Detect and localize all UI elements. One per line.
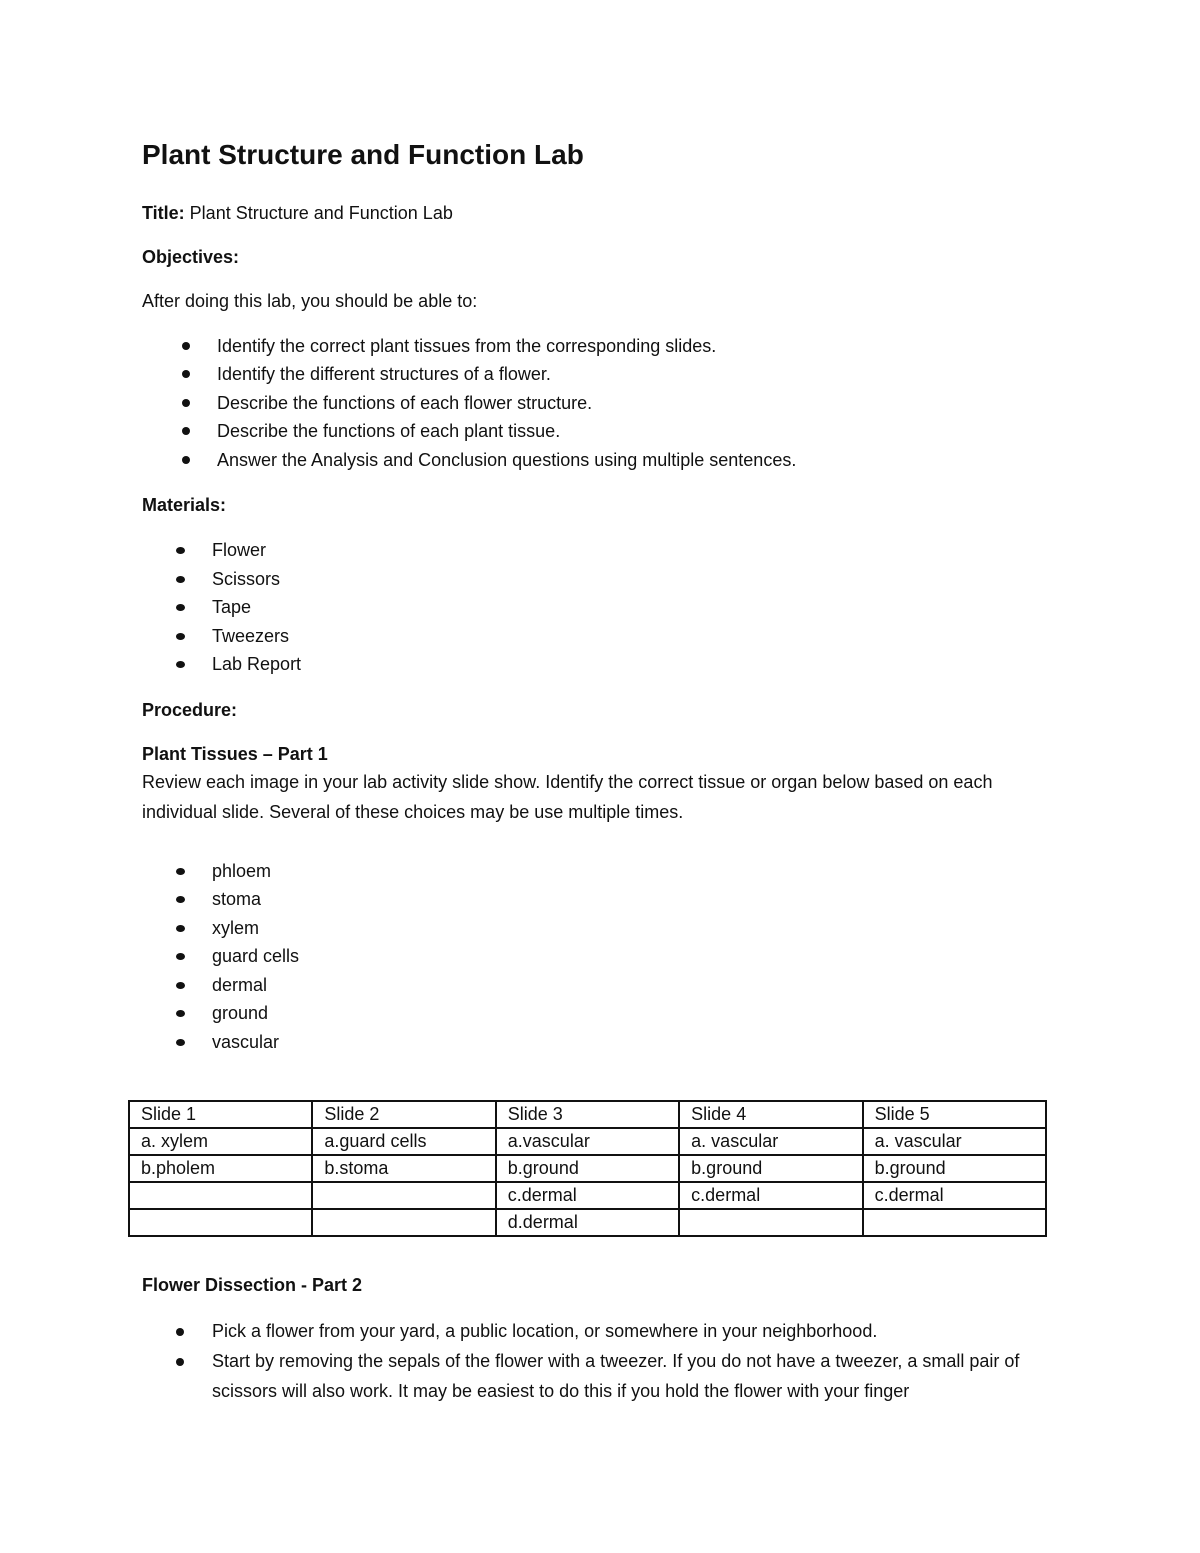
title-label: Title: xyxy=(142,202,185,223)
bullet-icon xyxy=(176,1358,184,1366)
document-content xyxy=(142,138,1052,1074)
material-text: Lab Report xyxy=(212,654,302,675)
slides-table xyxy=(128,1100,1047,1237)
material-item xyxy=(142,622,1052,651)
bullet-icon xyxy=(176,576,185,583)
objectives-intro: After doing this lab, you should be able to: xyxy=(142,290,478,311)
table-cell: b.ground xyxy=(679,1155,862,1182)
table-cell xyxy=(129,1209,312,1236)
part2-text: Start by removing the sepals of the flower with a tweezer. If you do not have a tweezer, a small pair of scissors will also work. It may be easiest to do this if you hold the flower with your finger xyxy=(212,1351,1020,1401)
table-cell: a. vascular xyxy=(863,1128,1046,1155)
table-cell: a. xylem xyxy=(129,1128,312,1155)
material-item xyxy=(142,536,1052,565)
part2-item xyxy=(142,1316,1062,1346)
choice-text: phloem xyxy=(212,860,272,881)
tissue-choice xyxy=(142,942,1052,971)
objective-text: Describe the functions of each flower structure. xyxy=(217,392,593,413)
bullet-icon xyxy=(176,982,185,989)
table-header-cell: Slide 1 xyxy=(129,1101,312,1128)
table-cell xyxy=(312,1182,495,1209)
table-cell: a.guard cells xyxy=(312,1128,495,1155)
objective-text: Identify the correct plant tissues from the corresponding slides. xyxy=(217,335,717,356)
part2-section xyxy=(142,1272,1062,1406)
choice-text: ground xyxy=(212,1003,269,1024)
bullet-icon xyxy=(176,1328,184,1336)
bullet-icon xyxy=(176,953,185,960)
table-cell xyxy=(129,1182,312,1209)
bullet-icon xyxy=(176,661,185,668)
table-header-cell: Slide 5 xyxy=(863,1101,1046,1128)
tissue-choices-list xyxy=(142,857,1052,1057)
bullet-icon xyxy=(176,925,185,932)
part1-heading: Plant Tissues – Part 1 xyxy=(142,743,328,764)
material-text: Tape xyxy=(212,597,252,618)
choice-text: dermal xyxy=(212,974,268,995)
table-cell: a. vascular xyxy=(679,1128,862,1155)
table-cell xyxy=(863,1209,1046,1236)
table-header-cell: Slide 2 xyxy=(312,1101,495,1128)
tissue-choice xyxy=(142,1028,1052,1057)
table-row xyxy=(129,1128,1046,1155)
table-cell: b.ground xyxy=(496,1155,679,1182)
materials-heading: Materials: xyxy=(142,495,227,516)
objective-text: Describe the functions of each plant tissue. xyxy=(217,421,561,442)
bullet-icon xyxy=(176,1010,185,1017)
table-cell: b.pholem xyxy=(129,1155,312,1182)
table-row xyxy=(129,1155,1046,1182)
objectives-list xyxy=(142,332,1052,475)
objective-item xyxy=(142,389,1052,418)
table-cell: a.vascular xyxy=(496,1128,679,1155)
part2-list xyxy=(142,1316,1062,1406)
table-header-cell: Slide 3 xyxy=(496,1101,679,1128)
bullet-icon xyxy=(176,547,185,554)
bullet-icon xyxy=(182,370,190,378)
title-line xyxy=(142,200,1052,226)
choice-text: stoma xyxy=(212,889,262,910)
title-value: Plant Structure and Function Lab xyxy=(184,202,453,223)
bullet-icon xyxy=(176,868,185,875)
objective-item xyxy=(142,446,1052,475)
choice-text: vascular xyxy=(212,1031,280,1052)
part2-heading: Flower Dissection - Part 2 xyxy=(142,1275,363,1295)
material-item xyxy=(142,565,1052,594)
bullet-icon xyxy=(182,427,190,435)
tissue-choice xyxy=(142,914,1052,943)
bullet-icon xyxy=(176,896,185,903)
part1-instructions: Review each image in your lab activity slide show. Identify the correct tissue or organ below based on each individual slide. Several of these choices may be use multiple times. xyxy=(142,771,993,822)
table-cell: c.dermal xyxy=(496,1182,679,1209)
objective-text: Answer the Analysis and Conclusion questions using multiple sentences. xyxy=(217,449,797,470)
objective-item xyxy=(142,332,1052,361)
material-text: Scissors xyxy=(212,568,281,589)
tissue-choice xyxy=(142,999,1052,1028)
bullet-icon xyxy=(182,342,190,350)
table-row xyxy=(129,1209,1046,1236)
tissue-choice xyxy=(142,885,1052,914)
part2-text: Pick a flower from your yard, a public location, or somewhere in your neighborhood. xyxy=(212,1321,878,1341)
bullet-icon xyxy=(182,399,190,407)
procedure-heading: Procedure: xyxy=(142,699,238,720)
choice-text: xylem xyxy=(212,917,260,938)
document-title: Plant Structure and Function Lab xyxy=(142,139,584,170)
objective-item xyxy=(142,360,1052,389)
table-cell: b.ground xyxy=(863,1155,1046,1182)
tissue-choice xyxy=(142,857,1052,886)
table-header-row xyxy=(129,1101,1046,1128)
material-item xyxy=(142,593,1052,622)
material-text: Flower xyxy=(212,540,267,561)
objective-item xyxy=(142,417,1052,446)
bullet-icon xyxy=(176,604,185,611)
objective-text: Identify the different structures of a flower. xyxy=(217,364,551,385)
table-cell: c.dermal xyxy=(679,1182,862,1209)
table-header-cell: Slide 4 xyxy=(679,1101,862,1128)
table-cell xyxy=(679,1209,862,1236)
table-cell xyxy=(312,1209,495,1236)
materials-list xyxy=(142,536,1052,679)
table-cell: d.dermal xyxy=(496,1209,679,1236)
objectives-heading: Objectives: xyxy=(142,246,240,267)
bullet-icon xyxy=(182,456,190,464)
material-item xyxy=(142,650,1052,679)
bullet-icon xyxy=(176,633,185,640)
material-text: Tweezers xyxy=(212,625,290,646)
bullet-icon xyxy=(176,1039,185,1046)
part2-item xyxy=(142,1346,1062,1406)
table-cell: c.dermal xyxy=(863,1182,1046,1209)
table-cell: b.stoma xyxy=(312,1155,495,1182)
table-row xyxy=(129,1182,1046,1209)
tissue-choice xyxy=(142,971,1052,1000)
choice-text: guard cells xyxy=(212,946,300,967)
